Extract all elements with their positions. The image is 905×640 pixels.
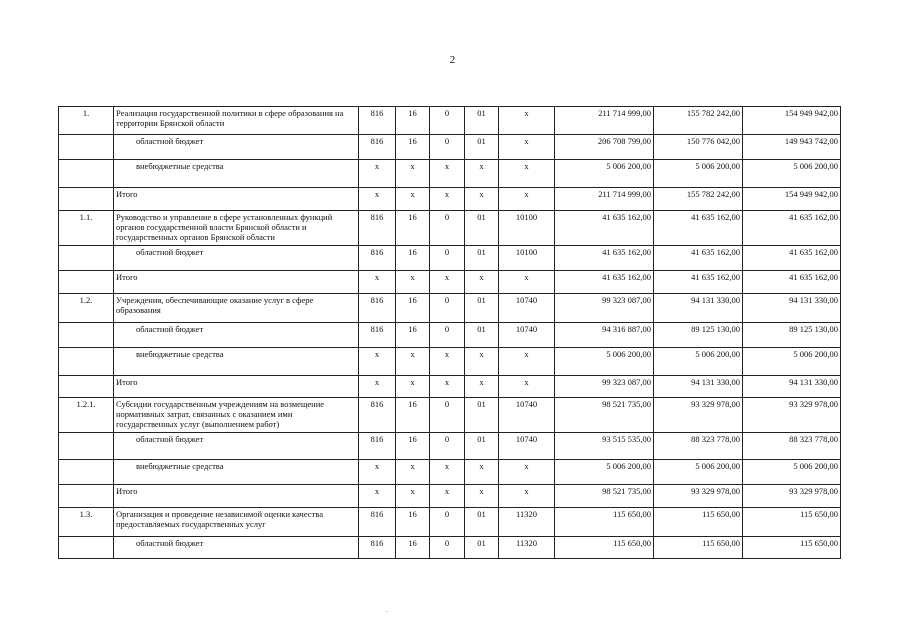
code-subprogram: x [430,348,465,376]
amount-year-2: 155 782 242,00 [654,188,743,211]
amount-year-1: 98 521 735,00 [555,485,654,508]
code-subprogram: 0 [430,537,465,559]
budget-table [58,106,841,559]
code-program: 16 [396,323,430,348]
code-program: 16 [396,398,430,433]
row-number: 1. [59,107,114,135]
amount-year-3: 115 650,00 [743,537,841,559]
table-row [59,211,841,246]
amount-year-1: 93 515 535,00 [555,433,654,460]
table-row [59,537,841,559]
row-number [59,188,114,211]
code-ministry: 816 [359,398,396,433]
code-event: x [465,348,499,376]
code-event: x [465,160,499,188]
table-row [59,160,841,188]
row-number: 1.2. [59,294,114,323]
code-event: 01 [465,323,499,348]
code-direction: x [499,188,555,211]
amount-year-1: 115 650,00 [555,508,654,537]
row-name: областной бюджет [114,323,359,348]
code-program: x [396,271,430,294]
amount-year-3: 88 323 778,00 [743,433,841,460]
code-direction: 11320 [499,537,555,559]
code-ministry: 816 [359,294,396,323]
code-ministry: x [359,485,396,508]
amount-year-2: 41 635 162,00 [654,211,743,246]
code-program: 16 [396,294,430,323]
code-program: 16 [396,537,430,559]
amount-year-1: 94 316 887,00 [555,323,654,348]
code-ministry: 816 [359,107,396,135]
code-ministry: 816 [359,433,396,460]
amount-year-1: 115 650,00 [555,537,654,559]
code-subprogram: 0 [430,135,465,160]
table-row [59,398,841,433]
table-row [59,188,841,211]
amount-year-3: 154 949 942,00 [743,188,841,211]
amount-year-1: 5 006 200,00 [555,460,654,485]
amount-year-2: 115 650,00 [654,508,743,537]
code-ministry: x [359,376,396,398]
table-body [59,107,841,559]
footer-mark: . [386,606,388,614]
code-direction: 11320 [499,508,555,537]
row-number [59,537,114,559]
code-subprogram: 0 [430,323,465,348]
table-row [59,323,841,348]
row-number [59,160,114,188]
code-event: 01 [465,246,499,271]
amount-year-1: 41 635 162,00 [555,246,654,271]
row-number: 1.2.1. [59,398,114,433]
row-number [59,135,114,160]
table-row [59,271,841,294]
code-subprogram: x [430,460,465,485]
row-name: Реализация государственной политики в сфере образования на территории Брянской области [114,107,359,135]
code-event: x [465,188,499,211]
code-subprogram: 0 [430,294,465,323]
code-subprogram: 0 [430,433,465,460]
row-name: Организация и проведение независимой оценки качества предоставляемых государственных услуг [114,508,359,537]
row-name: внебюджетные средства [114,460,359,485]
code-program: x [396,348,430,376]
code-program: 16 [396,433,430,460]
code-ministry: 816 [359,323,396,348]
table-row [59,485,841,508]
code-direction: 10740 [499,433,555,460]
code-event: 01 [465,107,499,135]
amount-year-3: 41 635 162,00 [743,271,841,294]
code-ministry: x [359,271,396,294]
row-number [59,460,114,485]
row-number: 1.1. [59,211,114,246]
amount-year-3: 94 131 330,00 [743,294,841,323]
row-name: внебюджетные средства [114,160,359,188]
amount-year-1: 99 323 087,00 [555,294,654,323]
amount-year-2: 93 329 978,00 [654,398,743,433]
code-direction: x [499,460,555,485]
code-subprogram: 0 [430,211,465,246]
row-number [59,271,114,294]
code-direction: x [499,107,555,135]
code-ministry: 816 [359,246,396,271]
amount-year-3: 93 329 978,00 [743,398,841,433]
code-direction: x [499,271,555,294]
code-program: x [396,460,430,485]
code-direction: x [499,160,555,188]
code-program: x [396,376,430,398]
amount-year-3: 41 635 162,00 [743,246,841,271]
table-row [59,433,841,460]
amount-year-1: 5 006 200,00 [555,348,654,376]
row-name: Итого [114,485,359,508]
row-name: Итого [114,271,359,294]
code-event: x [465,271,499,294]
amount-year-2: 41 635 162,00 [654,246,743,271]
code-direction: x [499,376,555,398]
code-direction: 10100 [499,211,555,246]
row-name: областной бюджет [114,433,359,460]
amount-year-3: 93 329 978,00 [743,485,841,508]
page-number: 2 [449,54,456,66]
code-event: 01 [465,508,499,537]
amount-year-2: 155 782 242,00 [654,107,743,135]
row-number [59,348,114,376]
amount-year-3: 5 006 200,00 [743,348,841,376]
amount-year-3: 154 949 942,00 [743,107,841,135]
amount-year-3: 94 131 330,00 [743,376,841,398]
code-subprogram: 0 [430,246,465,271]
amount-year-1: 98 521 735,00 [555,398,654,433]
amount-year-3: 89 125 130,00 [743,323,841,348]
row-number: 1.3. [59,508,114,537]
code-event: 01 [465,433,499,460]
code-direction: 10740 [499,398,555,433]
table-row [59,135,841,160]
code-direction: x [499,135,555,160]
code-program: 16 [396,107,430,135]
code-event: 01 [465,537,499,559]
amount-year-2: 5 006 200,00 [654,160,743,188]
amount-year-1: 41 635 162,00 [555,271,654,294]
code-subprogram: 0 [430,107,465,135]
code-ministry: x [359,188,396,211]
row-name: областной бюджет [114,537,359,559]
code-subprogram: x [430,188,465,211]
code-ministry: 816 [359,135,396,160]
amount-year-1: 41 635 162,00 [555,211,654,246]
row-name: областной бюджет [114,246,359,271]
code-event: x [465,485,499,508]
code-program: x [396,160,430,188]
code-ministry: 816 [359,537,396,559]
amount-year-1: 206 708 799,00 [555,135,654,160]
table-row [59,460,841,485]
code-direction: 10100 [499,246,555,271]
amount-year-1: 5 006 200,00 [555,160,654,188]
code-direction: x [499,348,555,376]
row-name: Итого [114,188,359,211]
amount-year-2: 88 323 778,00 [654,433,743,460]
row-number [59,246,114,271]
amount-year-1: 99 323 087,00 [555,376,654,398]
code-program: 16 [396,508,430,537]
table-row [59,107,841,135]
code-subprogram: 0 [430,398,465,433]
table-row [59,508,841,537]
code-ministry: x [359,160,396,188]
code-program: x [396,485,430,508]
amount-year-2: 94 131 330,00 [654,294,743,323]
row-number [59,376,114,398]
code-subprogram: x [430,160,465,188]
amount-year-3: 149 943 742,00 [743,135,841,160]
amount-year-1: 211 714 999,00 [555,188,654,211]
table-row [59,376,841,398]
row-number [59,485,114,508]
code-ministry: 816 [359,508,396,537]
row-number [59,323,114,348]
row-name: Учреждения, обеспечивающие оказание услуг в сфере образования [114,294,359,323]
row-name: областной бюджет [114,135,359,160]
code-event: x [465,460,499,485]
table-row [59,294,841,323]
code-event: 01 [465,294,499,323]
amount-year-3: 5 006 200,00 [743,460,841,485]
code-subprogram: 0 [430,508,465,537]
amount-year-2: 5 006 200,00 [654,348,743,376]
amount-year-2: 115 650,00 [654,537,743,559]
code-program: 16 [396,135,430,160]
code-ministry: x [359,348,396,376]
amount-year-3: 115 650,00 [743,508,841,537]
code-subprogram: x [430,485,465,508]
code-event: x [465,376,499,398]
amount-year-2: 150 776 042,00 [654,135,743,160]
row-name: Субсидии государственным учреждениям на возмещение нормативных затрат, связанных с оказанием ими государственных услуг (выполнением работ) [114,398,359,433]
code-event: 01 [465,135,499,160]
code-direction: 10740 [499,294,555,323]
code-program: 16 [396,246,430,271]
code-program: x [396,188,430,211]
code-direction: x [499,485,555,508]
amount-year-3: 5 006 200,00 [743,160,841,188]
row-name: Итого [114,376,359,398]
amount-year-3: 41 635 162,00 [743,211,841,246]
amount-year-2: 89 125 130,00 [654,323,743,348]
amount-year-1: 211 714 999,00 [555,107,654,135]
code-event: 01 [465,398,499,433]
code-subprogram: x [430,271,465,294]
amount-year-2: 94 131 330,00 [654,376,743,398]
code-event: 01 [465,211,499,246]
amount-year-2: 93 329 978,00 [654,485,743,508]
code-direction: 10740 [499,323,555,348]
amount-year-2: 41 635 162,00 [654,271,743,294]
code-subprogram: x [430,376,465,398]
code-ministry: x [359,460,396,485]
code-ministry: 816 [359,211,396,246]
table-row [59,246,841,271]
row-name: внебюджетные средства [114,348,359,376]
amount-year-2: 5 006 200,00 [654,460,743,485]
row-number [59,433,114,460]
table-row [59,348,841,376]
row-name: Руководство и управление в сфере установленных функций органов государственной власти Брянской области и государственных органов Брянской области [114,211,359,246]
code-program: 16 [396,211,430,246]
